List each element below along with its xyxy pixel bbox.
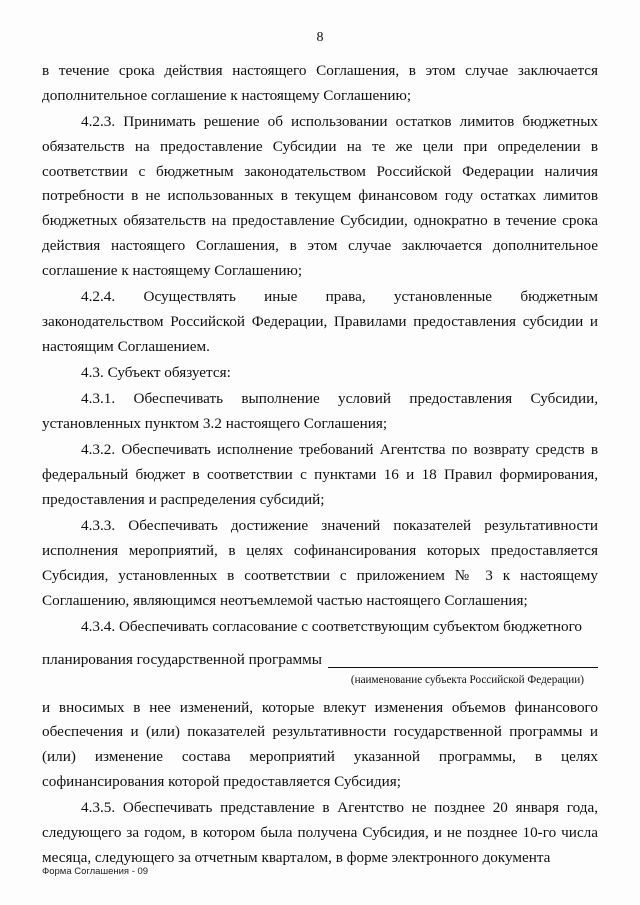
footer-form-label: Форма Соглашения - 09	[42, 866, 149, 877]
blank-underline	[328, 651, 598, 668]
paragraph-4-3-1: 4.3.1. Обеспечивать выполнение условий предоставления Субсидии, установленных пунктом 3.2 настоящего Соглашения;	[42, 390, 598, 433]
fill-in-line	[42, 648, 598, 673]
document-body	[42, 59, 598, 871]
fill-in-caption: (наименование субъекта Российской Федерации)	[350, 673, 584, 686]
page-number: 8	[316, 30, 324, 45]
paragraph-4-3-4-continuation: и вносимых в нее изменений, которые влекут изменения объемов финансового обеспечения и (или) показателей результативности государственной программы и (или) изменение состава мероприятий указанной программы, в целях софинансирования которой предоставляется Субсидия;	[42, 698, 598, 791]
paragraph-4-3-4: 4.3.4. Обеспечивать согласование с соответствующим субъектом бюджетного	[81, 618, 583, 636]
paragraph-4-2-3: 4.2.3. Принимать решение об использовании остатков лимитов бюджетных обязательств на предоставление Субсидии на те же цели при определении в соответствии с бюджетным законодательством Российской Федерации наличия потребности в не использованных в текущем финансовом году остатках лимитов бюджетных обязательств на предоставление Субсидии, однократно в течение срока действия настоящего Соглашения, в этом случае заключается дополнительное соглашение к настоящему Соглашению;	[42, 113, 598, 279]
paragraph-4-2-4: 4.2.4. Осуществлять иные права, установленные бюджетным законодательством Российской Федерации, Правилами предоставления субсидии и настоящим Соглашением.	[42, 288, 598, 355]
paragraph-4-3-2: 4.3.2. Обеспечивать исполнение требований Агентства по возврату средств в федеральный бюджет в соответствии с пунктами 16 и 18 Правил формирования, предоставления и распределения субсидий;	[42, 441, 598, 509]
fill-in-label: планирования государственной программы	[42, 650, 322, 668]
paragraph-4-3: 4.3. Субъект обязуется:	[81, 364, 231, 382]
paragraph-4-3-5: 4.3.5. Обеспечивать представление в Агентство не позднее 20 января года, следующего за годом, в котором была получена Субсидия, и не позднее 10-го числа месяца, следующего за отчетным кварталом, в форме электронного документа	[42, 799, 598, 866]
paragraph-4-3-3: 4.3.3. Обеспечивать достижение значений показателей результативности исполнения мероприятий, в целях софинансирования которых предоставляется Субсидия, установленных в соответствии с приложением № 3 к настоящему Соглашению, являющимся неотъемлемой частью настоящего Соглашения;	[42, 517, 598, 609]
paragraph-continuation: в течение срока действия настоящего Соглашения, в этом случае заключается дополнительное соглашение к настоящему Соглашению;	[42, 62, 598, 104]
